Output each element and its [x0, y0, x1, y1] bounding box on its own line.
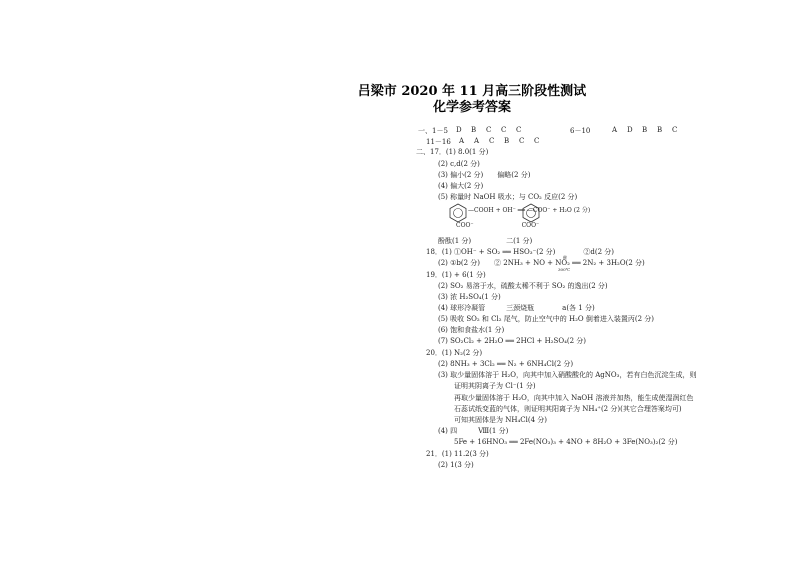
mc-answer: B: [471, 126, 477, 134]
mc-row2-label: 11－16: [426, 138, 451, 146]
reaction-temperature: 300℃: [558, 267, 571, 272]
mc-row1-label: 一、1－5: [418, 127, 448, 135]
mc-answer: C: [519, 137, 525, 145]
answer-line: (5) 吸收 SO₂ 和 Cl₂ 尾气，防止空气中的 H₂O 倒着进入装置丙(2 分): [438, 315, 655, 323]
mc-answer: C: [486, 126, 492, 134]
page-subtitle: 化学参考答案: [432, 100, 511, 115]
benzene-ring-icon: [448, 202, 468, 224]
answer-line: 酚酞(1 分) 二(1 分): [438, 237, 533, 245]
page-title: 吕梁市 2020 年 11 月高三阶段性测试: [357, 84, 587, 99]
answer-line: (2) ①b(2 分) ② 2NH₃ + NO + NO₂ ══ 2N₂ + 3H₂O(2 分): [438, 259, 645, 267]
answer-line: 18．(1) ①OH⁻ + SO₂ ══ HSO₃⁻(2 分) ②d(2 分): [426, 248, 615, 256]
answer-line: 再取少量固体溶于 H₂O，向其中加入 NaOH 溶液并加热，能生成使湿润红色: [454, 394, 694, 402]
answer-line: 二、17．(1) 8.0(1 分): [416, 148, 489, 156]
mc-answer: D: [456, 126, 462, 134]
mc-answer: C: [516, 126, 522, 134]
answer-line: 石蕊试纸变蓝的气体，则证明其阳离子为 NH₄⁺(2 分)(其它合理答案均可): [454, 405, 682, 413]
mc-answer: C: [672, 126, 678, 134]
mc-answer: A: [612, 126, 618, 134]
answer-line: (3) 偏小(2 分) 偏略(2 分): [438, 171, 531, 179]
answer-line: (2) 8NH₃ + 3Cl₂ ══ N₂ + 6NH₄Cl(2 分): [438, 360, 574, 368]
answer-line: (4) 偏大(2 分): [438, 182, 484, 190]
mc-answer: C: [489, 137, 495, 145]
answer-line: (3) 浓 H₂SO₄(1 分): [438, 293, 501, 301]
answer-line: 20．(1) N₂(2 分): [426, 349, 483, 357]
mc-answer: A: [459, 137, 465, 145]
mc-row1b-label: 6－10: [570, 127, 591, 135]
answer-line: 可知其固体是为 NH₄Cl(4 分): [454, 416, 547, 424]
answer-line: (4) 四 Ⅷ(1 分): [438, 427, 509, 435]
mc-answer: D: [627, 126, 633, 134]
answer-line: (2) 1(3 分): [438, 461, 474, 469]
mc-answer: C: [534, 137, 540, 145]
answer-line: (5) 称量时 NaOH 吸水；与 CO₂ 反应(2 分): [438, 193, 578, 201]
reaction-catalyst: 催: [563, 255, 567, 260]
reaction-equation: —COOH + OH⁻ ══ —COO⁻ + H₂O (2 分): [468, 207, 591, 214]
answer-line: (4) 球形冷凝管 三颈烧瓶 a(各 1 分): [438, 304, 595, 312]
answer-line: (3) 取少量固体溶于 H₂O，向其中加入硝酸酸化的 AgNO₃，若有白色沉淀生成，则: [438, 371, 697, 379]
mc-answer: B: [657, 126, 663, 134]
mc-answer: A: [474, 137, 480, 145]
answer-line: 21．(1) 11.2(3 分): [426, 450, 489, 458]
answer-line: 5Fe + 16HNO₃ ══ 2Fe(NO₃)₃ + 4NO + 8H₂O + 3Fe(NO₃)₂(2 分): [454, 438, 678, 446]
answer-line: (2) c,d(2 分): [438, 160, 480, 168]
mc-answer: B: [504, 137, 510, 145]
answer-line: 证明其阴离子为 Cl⁻(1 分): [454, 382, 536, 390]
answer-line: 19．(1) + 6(1 分): [426, 271, 486, 279]
answer-line: (7) SO₂Cl₂ + 2H₂O ══ 2HCl + H₂SO₄(2 分): [438, 337, 587, 345]
answer-line: (2) SO₂ 易溶于水，硫酸太稀不利于 SO₂ 的逸出(2 分): [438, 282, 608, 290]
reaction-substituents: COO⁻ COO⁻: [456, 222, 540, 229]
mc-answer: B: [642, 126, 648, 134]
answer-line: (6) 饱和食盐水(1 分): [438, 326, 505, 334]
mc-answer: C: [501, 126, 507, 134]
